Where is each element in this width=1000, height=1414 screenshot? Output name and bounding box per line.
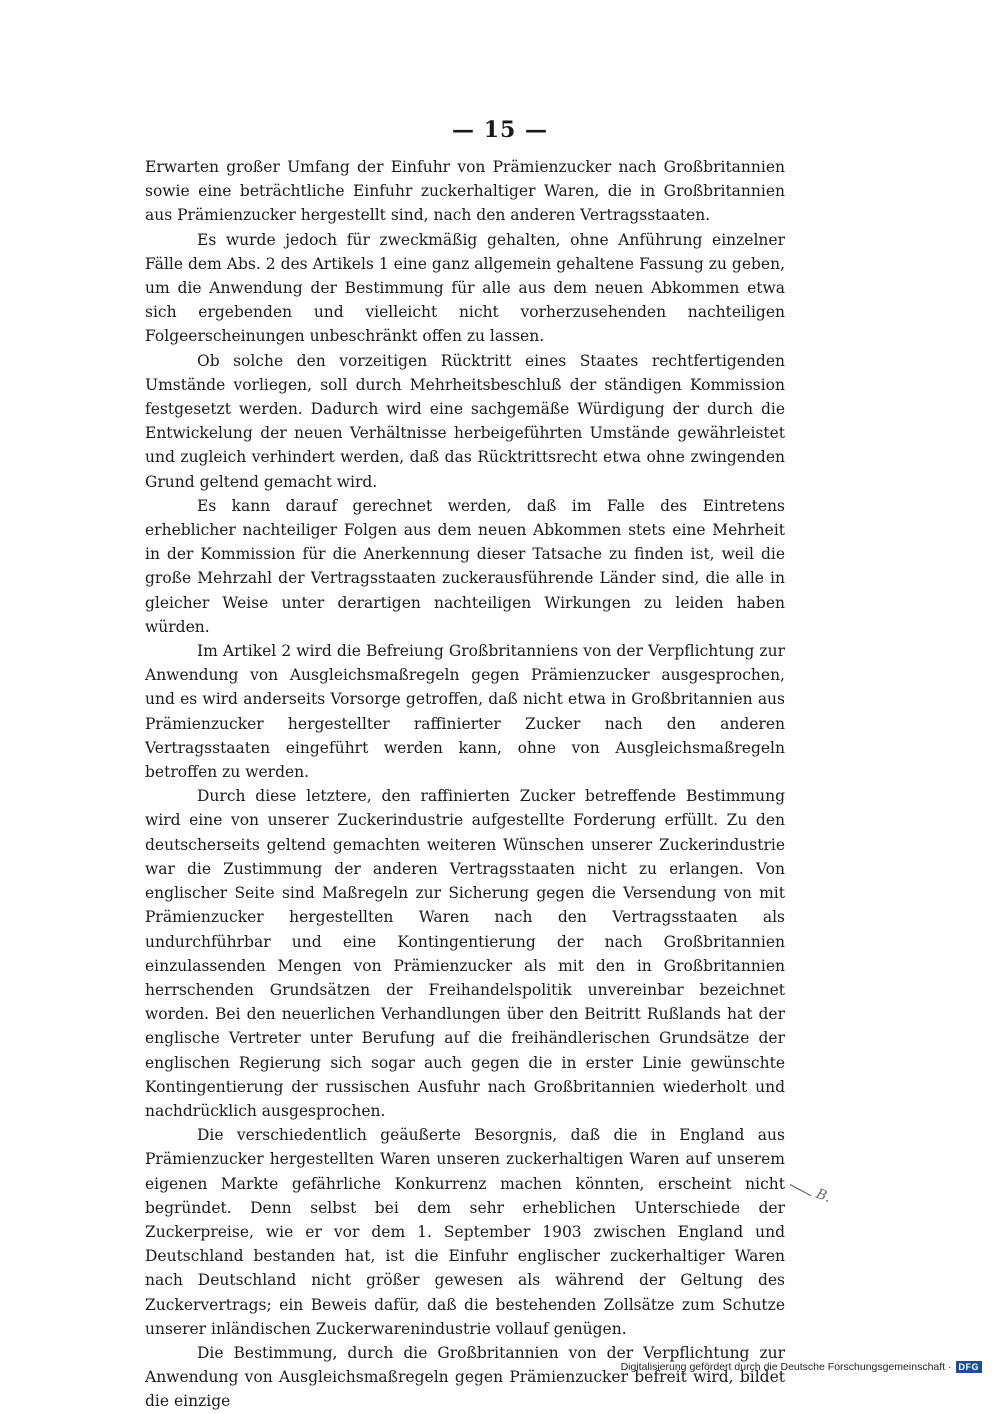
paragraph-8: Die Bestimmung, durch die Großbritannien von der Verpflichtung zur Anwendung von Ausgleichsmaßregeln gegen Prämienzucker befreit wird, bildet die einzige — [145, 1343, 785, 1411]
paragraph-5: Im Artikel 2 wird die Befreiung Großbritanniens von der Verpflichtung zur Anwendung von Ausgleichsmaßregeln gegen Prämienzucker ausgesprochen, und es wird anderseits Vorsorge getroffen, daß nicht etwa in Großbritannien aus Prämienzucker hergestellter raffinierter Zucker nach den anderen Vertragsstaaten eingeführt werden kann, ohne von Ausgleichsmaßregeln betroffen zu werden. — [145, 642, 785, 782]
margin-annotation — [788, 1180, 858, 1220]
margin-stroke — [790, 1184, 812, 1196]
paragraph-1: Erwarten großer Umfang der Einfuhr von Prämienzucker nach Großbritannien sowie eine beträchtliche Einfuhr zuckerhaltiger Waren, die in Großbritannien aus Prämienzucker hergestellt sind, nach den anderen Vertragsstaaten. — [145, 158, 785, 225]
footer-text: Digitalisierung gefördert durch die Deutsche Forschungsgemeinschaft · — [620, 1361, 952, 1373]
paragraph-6: Durch diese letztere, den raffinierten Zucker betreffende Bestimmung wird eine von unserer Zuckerindustrie aufgestellte Forderung erfüllt. Zu den deutscherseits geltend gemachten weiteren Wünschen unserer Zuckerindustrie war die Zustimmung der anderen Vertragsstaaten nicht zu erlangen. Von englischer Seite sind Maßregeln zur Sicherung gegen die Versendung von mit Prämienzucker hergestellten Waren nach den Vertragsstaaten als undurchführbar und eine Kontingentierung der nach Großbritannien einzulassenden Mengen von Prämienzucker als mit den in Großbritannien herrschenden Grundsätzen der Freihandelspolitik unvereinbar bezeichnet worden. Bei den neuerlichen Verhandlungen über den Beitritt Rußlands hat der englische Vertreter unter Berufung auf die freihändlerischen Grundsätze der englischen Regierung sich sogar auch gegen die in erster Linie gewünschte Kontingentierung der russischen Ausfuhr nach Großbritannien wiederholt und nachdrücklich ausgesprochen. — [145, 787, 785, 1120]
paragraph-4: Es kann darauf gerechnet werden, daß im Falle des Eintretens erheblicher nachteiliger Folgen aus dem neuen Abkommen stets eine Mehrheit in der Kommission für die Anerkennung dieser Tatsache zu finden ist, weil die große Mehrzahl der Vertragsstaaten zuckerausführende Länder sind, die alle in gleicher Weise unter derartigen nachteiligen Wirkungen zu leiden haben würden. — [145, 496, 785, 636]
paragraph-7: Die verschiedentlich geäußerte Besorgnis, daß die in England aus Prämienzucker hergestellten Waren unseren zuckerhaltigen Waren auf unserem eigenen Markte gefährliche Konkurrenz machen könnten, erscheint nicht begründet. Denn selbst bei dem sehr erheblichen Unterschiede der Zuckerpreise, wie er vor dem 1. September 1903 zwischen England und Deutschland bestanden hat, ist die Einfuhr englischer zuckerhaltiger Waren nach Deutschland nicht größer gewesen als während der Geltung des Zuckervertrags; ein Beweis dafür, daß die bestehenden Zollsätze zum Schutze unserer inländischen Zuckerwarenindustrie vollauf genügen. — [145, 1126, 785, 1338]
digitization-footer — [621, 1361, 982, 1373]
body-text — [145, 155, 785, 1414]
paragraph-3: Ob solche den vorzeitigen Rücktritt eines Staates rechtfertigenden Umstände vorliegen, soll durch Mehrheitsbeschluß der ständigen Kommission festgesetzt werden. Dadurch wird eine sachgemäße Würdigung der durch die Entwickelung der neuen Verhältnisse herbeigeführten Umstände gewährleistet und zugleich verhindert werden, daß das Rücktrittsrecht etwa ohne zwingenden Grund geltend gemacht wird. — [145, 351, 785, 491]
page-number: — 15 — — [452, 117, 548, 143]
margin-letter: B. — [813, 1185, 834, 1207]
paragraph-2: Es wurde jedoch für zweckmäßig gehalten, ohne Anführung einzelner Fälle dem Abs. 2 des Artikels 1 eine ganz allgemein gehaltene Fassung zu geben, um die Anwendung der Bestimmung für alle aus dem neuen Abkommen etwa sich ergebenden und vielleicht nicht vorherzusehenden nachteiligen Folgeerscheinungen unbeschränkt offen zu lassen. — [145, 230, 785, 346]
dfg-logo-icon: DFG — [956, 1361, 983, 1373]
